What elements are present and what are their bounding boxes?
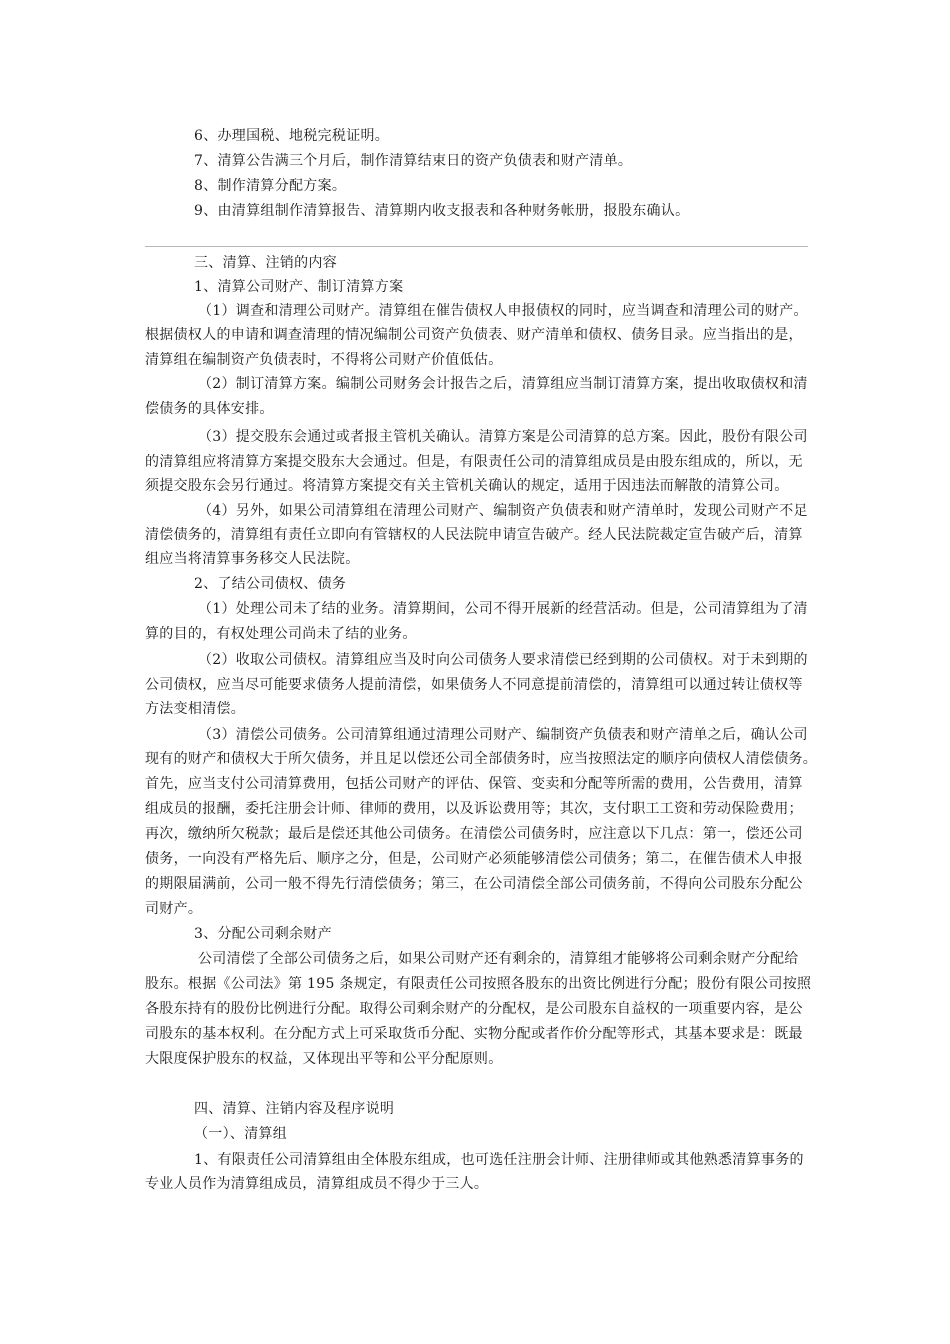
paragraph-line: 须提交股东会另行通过。将清算方案提交有关主管机关确认的规定，适用于因违法而解散的清算公司。 (145, 478, 789, 494)
paragraph-line: 算的目的，有权处理公司尚未了结的业务。 (145, 626, 417, 642)
paragraph-line: 公司清偿了全部公司债务之后，如果公司财产还有剩余的，清算组才能够将公司剩余财产分配给 (198, 951, 799, 967)
paragraph-line: 组成员的报酬，委托注册会计师、律师的费用，以及诉讼费用等；其次，支付职工工资和劳动保险费用； (145, 801, 803, 817)
paragraph-line: 方法变相清偿。 (145, 701, 246, 717)
paragraph-line: （2）收取公司债权。清算组应当及时向公司债务人要求清偿已经到期的公司债权。对于未到期的 (198, 652, 808, 668)
paragraph-line: 司股东的基本权利。在分配方式上可采取货币分配、实物分配或者作价分配等形式，其基本要求是：既最 (145, 1026, 803, 1042)
section-heading: 四、清算、注销内容及程序说明 (194, 1101, 395, 1117)
subsection-heading: 1、清算公司财产、制订清算方案 (194, 279, 404, 295)
paragraph-line: 首先，应当支付公司清算费用，包括公司财产的评估、保管、变卖和分配等所需的费用，公告费用，清算 (145, 776, 803, 792)
paragraph-line: 的期限届满前，公司一般不得先行清偿债务；第三，在公司清偿全部公司债务前，不得向公司股东分配公 (145, 876, 803, 892)
paragraph-line: 根据债权人的申请和调查清理的情况编制公司资产负债表、财产清单和债权、债务目录。应当指出的是， (145, 327, 803, 343)
list-item: 9、由清算组制作清算报告、清算期内收支报表和各种财务帐册，报股东确认。 (194, 203, 690, 219)
paragraph-line: （2）制订清算方案。编制公司财务会计报告之后，清算组应当制订清算方案，提出收取债权和清 (198, 376, 808, 392)
subsection-heading: 3、分配公司剩余财产 (194, 926, 332, 942)
paragraph-line: 专业人员作为清算组成员，清算组成员不得少于三人。 (145, 1176, 489, 1192)
section-heading: 三、清算、注销的内容 (194, 255, 337, 271)
paragraph-line: （1）调查和清理公司财产。清算组在催告债权人申报债权的同时，应当调查和清理公司的财产。 (198, 303, 808, 319)
paragraph-line: 的清算组应将清算方案提交股东大会通过。但是，有限责任公司的清算组成员是由股东组成的，所以，无 (145, 454, 803, 470)
list-item: 8、制作清算分配方案。 (194, 178, 347, 194)
paragraph-line: （3）清偿公司债务。公司清算组通过清理公司财产、编制资产负债表和财产清单之后，确认公司 (198, 727, 808, 743)
paragraph-line: 司财产。 (145, 901, 203, 917)
paragraph-line: 各股东持有的股份比例进行分配。取得公司剩余财产的分配权，是公司股东自益权的一项重要内容，是公 (145, 1001, 803, 1017)
paragraph-line: （1）处理公司未了结的业务。清算期间，公司不得开展新的经营活动。但是，公司清算组为了清 (198, 601, 808, 617)
paragraph-line: 现有的财产和债权大于所欠债务，并且足以偿还公司全部债务时，应当按照法定的顺序向债权人清偿债务。 (145, 751, 818, 767)
paragraph-line: 清偿债务的，清算组有责任立即向有管辖权的人民法院申请宣告破产。经人民法院裁定宣告破产后，清算 (145, 527, 803, 543)
paragraph-line: 组应当将清算事务移交人民法院。 (145, 551, 360, 567)
paragraph-line: 股东。根据《公司法》第 195 条规定，有限责任公司按照各股东的出资比例进行分配；股份有限公司按照 (145, 976, 812, 992)
paragraph-line: （3）提交股东会通过或者报主管机关确认。清算方案是公司清算的总方案。因此，股份有限公司 (198, 429, 808, 445)
list-item: 7、清算公告满三个月后，制作清算结束日的资产负债表和财产清单。 (194, 153, 633, 169)
paragraph-line: 再次，缴纳所欠税款；最后是偿还其他公司债务。在清偿公司债务时，应注意以下几点：第一，偿还公司 (145, 826, 803, 842)
paragraph-line: 偿债务的具体安排。 (145, 401, 274, 417)
paragraph-line: 1、有限责任公司清算组由全体股东组成，也可选任注册会计师、注册律师或其他熟悉清算事务的 (194, 1152, 804, 1168)
paragraph-line: （4）另外，如果公司清算组在清理公司财产、编制资产负债表和财产清单时，发现公司财产不足 (198, 503, 808, 519)
subsection-heading: （一）、清算组 (194, 1126, 288, 1142)
paragraph-line: 大限度保护股东的权益，又体现出平等和公平分配原则。 (145, 1051, 503, 1067)
paragraph-line: 清算组在编制资产负债表时，不得将公司财产价值低估。 (145, 352, 503, 368)
divider (145, 246, 808, 247)
list-item: 6、办理国税、地税完税证明。 (194, 128, 390, 144)
subsection-heading: 2、了结公司债权、债务 (194, 576, 347, 592)
paragraph-line: 债务，一向没有严格先后、顺序之分，但是，公司财产必须能够清偿公司债务；第二，在催告债术人申报 (145, 851, 803, 867)
paragraph-line: 公司债权，应当尽可能要求债务人提前清偿，如果债务人不同意提前清偿的，清算组可以通过转让债权等 (145, 677, 803, 693)
